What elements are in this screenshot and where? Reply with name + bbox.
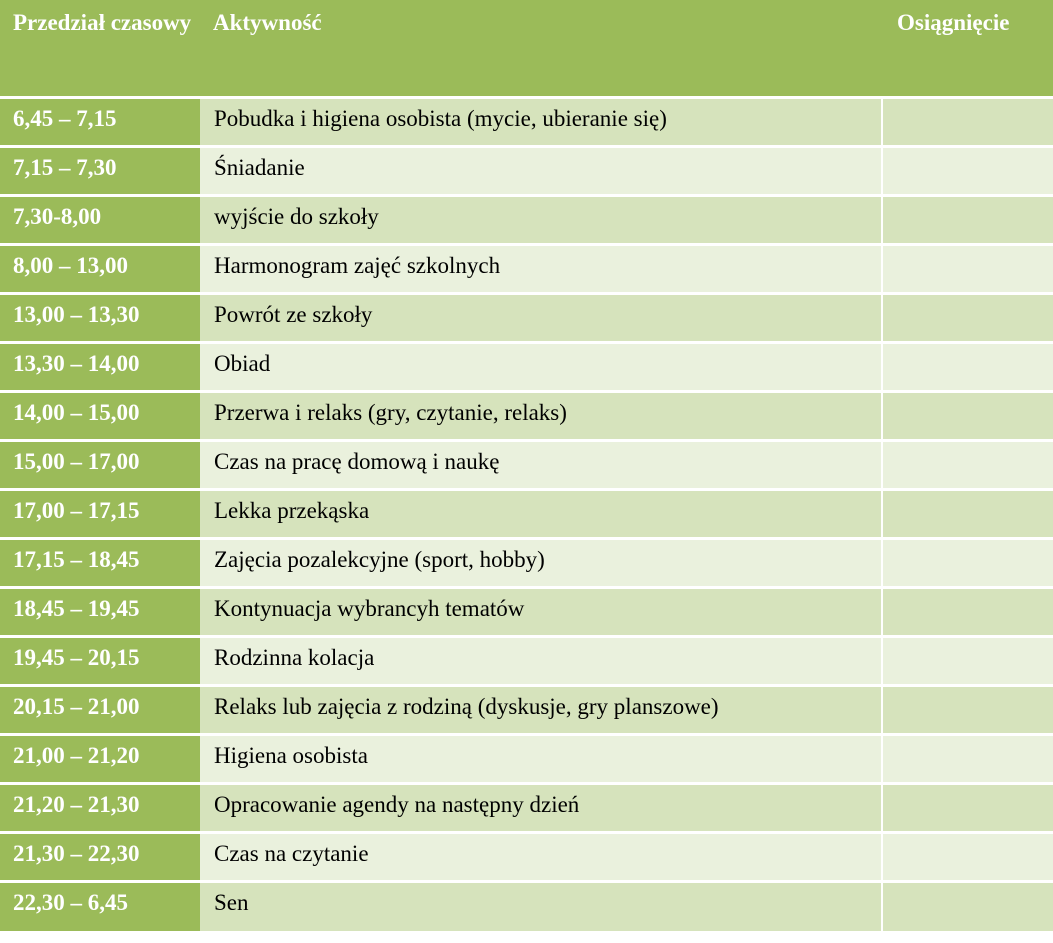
table-row	[0, 246, 1053, 295]
activity-cell: Rodzinna kolacja	[200, 638, 883, 687]
time-range-cell: 15,00 – 17,00	[0, 442, 200, 491]
activity-cell: Harmonogram zajęć szkolnych	[200, 246, 883, 295]
achievement-cell	[883, 442, 1053, 491]
table-body	[0, 99, 1053, 931]
activity-cell: Pobudka i higiena osobista (mycie, ubieranie się)	[200, 99, 883, 148]
table-row	[0, 687, 1053, 736]
activity-cell: Kontynuacja wybrancyh tematów	[200, 589, 883, 638]
achievement-cell	[883, 246, 1053, 295]
table-row	[0, 540, 1053, 589]
time-range-cell: 17,15 – 18,45	[0, 540, 200, 589]
activity-cell: Sen	[200, 883, 883, 931]
table-row	[0, 491, 1053, 540]
activity-cell: Czas na czytanie	[200, 834, 883, 883]
achievement-cell	[883, 393, 1053, 442]
time-range-cell: 18,45 – 19,45	[0, 589, 200, 638]
table-row	[0, 148, 1053, 197]
time-range-cell: 21,30 – 22,30	[0, 834, 200, 883]
activity-cell: Lekka przekąska	[200, 491, 883, 540]
time-range-cell: 7,30-8,00	[0, 197, 200, 246]
achievement-cell	[883, 148, 1053, 197]
activity-cell: Powrót ze szkoły	[200, 295, 883, 344]
activity-cell: wyjście do szkoły	[200, 197, 883, 246]
table-row	[0, 785, 1053, 834]
time-range-cell: 21,00 – 21,20	[0, 736, 200, 785]
achievement-cell	[883, 834, 1053, 883]
table-row	[0, 638, 1053, 687]
time-range-cell: 17,00 – 17,15	[0, 491, 200, 540]
table-row	[0, 834, 1053, 883]
table-row	[0, 197, 1053, 246]
achievement-cell	[883, 344, 1053, 393]
time-range-cell: 13,30 – 14,00	[0, 344, 200, 393]
header-activity: Aktywność	[200, 0, 883, 99]
time-range-cell: 21,20 – 21,30	[0, 785, 200, 834]
time-range-cell: 8,00 – 13,00	[0, 246, 200, 295]
activity-cell: Czas na pracę domową i naukę	[200, 442, 883, 491]
activity-cell: Opracowanie agendy na następny dzień	[200, 785, 883, 834]
time-range-cell: 14,00 – 15,00	[0, 393, 200, 442]
table-row	[0, 442, 1053, 491]
activity-cell: Śniadanie	[200, 148, 883, 197]
achievement-cell	[883, 197, 1053, 246]
table-row	[0, 883, 1053, 931]
achievement-cell	[883, 736, 1053, 785]
table-row	[0, 344, 1053, 393]
achievement-cell	[883, 99, 1053, 148]
achievement-cell	[883, 687, 1053, 736]
table-row	[0, 393, 1053, 442]
table-row	[0, 295, 1053, 344]
header-achievement: Osiągnięcie	[883, 0, 1053, 99]
achievement-cell	[883, 883, 1053, 931]
time-range-cell: 6,45 – 7,15	[0, 99, 200, 148]
activity-cell: Higiena osobista	[200, 736, 883, 785]
achievement-cell	[883, 785, 1053, 834]
achievement-cell	[883, 638, 1053, 687]
activity-cell: Obiad	[200, 344, 883, 393]
time-range-cell: 22,30 – 6,45	[0, 883, 200, 931]
achievement-cell	[883, 540, 1053, 589]
achievement-cell	[883, 491, 1053, 540]
activity-cell: Relaks lub zajęcia z rodziną (dyskusje, gry planszowe)	[200, 687, 883, 736]
achievement-cell	[883, 295, 1053, 344]
activity-cell: Zajęcia pozalekcyjne (sport, hobby)	[200, 540, 883, 589]
header-time-range: Przedział czasowy	[0, 0, 200, 99]
table-row	[0, 736, 1053, 785]
time-range-cell: 19,45 – 20,15	[0, 638, 200, 687]
time-range-cell: 13,00 – 13,30	[0, 295, 200, 344]
achievement-cell	[883, 589, 1053, 638]
table-row	[0, 589, 1053, 638]
activity-cell: Przerwa i relaks (gry, czytanie, relaks)	[200, 393, 883, 442]
table-row	[0, 99, 1053, 148]
table-header-row	[0, 0, 1053, 99]
time-range-cell: 7,15 – 7,30	[0, 148, 200, 197]
time-range-cell: 20,15 – 21,00	[0, 687, 200, 736]
